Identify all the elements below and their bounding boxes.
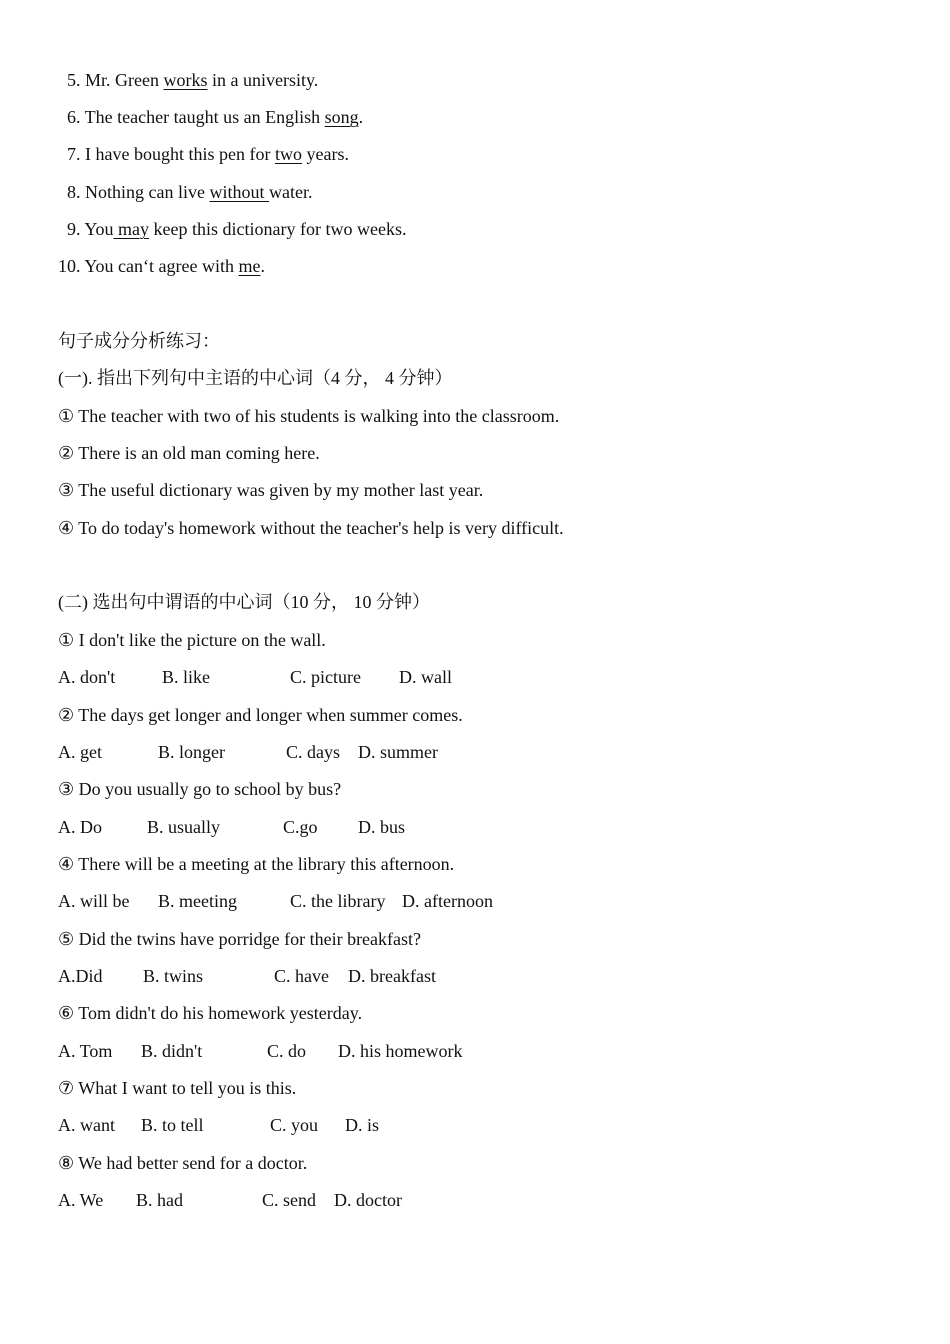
item-text: in a university. xyxy=(207,70,319,90)
question: ⑤ Did the twins have porridge for their breakfast? xyxy=(58,929,422,949)
option-b: B. longer xyxy=(158,742,225,762)
option-a: A. will be xyxy=(58,891,130,911)
option-a: A. We xyxy=(58,1190,104,1210)
item-text: keep this dictionary for two weeks. xyxy=(149,219,407,239)
item-text: . xyxy=(260,256,265,276)
exercise-title: 句子成分分析练习： xyxy=(58,331,220,351)
question: ① I don't like the picture on the wall. xyxy=(58,630,326,650)
item-6 xyxy=(67,107,363,127)
option-b: B. usually xyxy=(147,817,221,837)
item-number: 9. xyxy=(67,219,81,239)
option-b: B. had xyxy=(136,1190,183,1210)
option-c: C. you xyxy=(270,1115,319,1135)
item-number: 10. xyxy=(58,256,81,276)
option-c: C. picture xyxy=(290,667,361,687)
question: ⑥ Tom didn't do his homework yesterday. xyxy=(58,1003,363,1023)
item-text: water. xyxy=(269,182,313,202)
item-text: You xyxy=(80,219,114,239)
option-d: D. wall xyxy=(399,667,452,687)
option-a: A. want xyxy=(58,1115,115,1135)
item-10 xyxy=(58,256,265,276)
item-text: The teacher taught us an English xyxy=(80,107,325,127)
item-9 xyxy=(67,219,406,239)
section2-heading: (二) 选出句中谓语的中心词（10 分， 10 分钟） xyxy=(58,592,430,612)
option-b: B. like xyxy=(162,667,210,687)
underlined-word: without xyxy=(209,182,269,202)
question: ③ Do you usually go to school by bus? xyxy=(58,779,342,799)
option-a: A.Did xyxy=(58,966,103,986)
item-number: 5. xyxy=(67,70,81,90)
option-d: D. breakfast xyxy=(348,966,436,986)
option-b: B. twins xyxy=(143,966,204,986)
item-number: 6. xyxy=(67,107,81,127)
option-a: A. get xyxy=(58,742,102,762)
question: ④ There will be a meeting at the library this afternoon. xyxy=(58,854,455,874)
section1-heading: (一). 指出下列句中主语的中心词（4 分， 4 分钟） xyxy=(58,368,453,388)
question: ② The days get longer and longer when summer comes. xyxy=(58,705,463,725)
item-number: 8. xyxy=(67,182,81,202)
item-7 xyxy=(67,144,349,164)
question: ⑧ We had better send for a doctor. xyxy=(58,1153,308,1173)
option-d: D. is xyxy=(345,1115,380,1135)
item-text: . xyxy=(358,107,364,127)
section1-sentence: ② There is an old man coming here. xyxy=(58,443,320,463)
option-b: B. to tell xyxy=(141,1115,204,1135)
section1-sentence: ④ To do today's homework without the teacher's help is very difficult. xyxy=(58,518,564,538)
item-text: years. xyxy=(301,144,349,164)
item-text: You can‘t agree with xyxy=(80,256,239,276)
section1-sentence: ① The teacher with two of his students is walking into the classroom. xyxy=(58,406,560,426)
item-5 xyxy=(67,70,318,90)
option-b: B. didn't xyxy=(141,1041,203,1061)
option-a: A. Do xyxy=(58,817,102,837)
option-a: A. Tom xyxy=(58,1041,113,1061)
option-d: D. afternoon xyxy=(402,891,493,911)
item-8 xyxy=(67,182,312,202)
underlined-word: works xyxy=(163,70,208,90)
item-number: 7. xyxy=(67,144,81,164)
option-c: C.go xyxy=(283,817,318,837)
item-text: Mr. Green xyxy=(80,70,164,90)
section1-sentence: ③ The useful dictionary was given by my mother last year. xyxy=(58,480,484,500)
item-text: I have bought this pen for xyxy=(80,144,275,164)
underlined-word: song xyxy=(324,107,359,127)
option-c: C. send xyxy=(262,1190,316,1210)
option-d: D. doctor xyxy=(334,1190,402,1210)
question: ⑦ What I want to tell you is this. xyxy=(58,1078,297,1098)
option-d: D. summer xyxy=(358,742,438,762)
option-c: C. have xyxy=(274,966,329,986)
underlined-word: two xyxy=(274,144,302,164)
option-d: D. bus xyxy=(358,817,406,837)
option-d: D. his homework xyxy=(338,1041,463,1061)
option-b: B. meeting xyxy=(158,891,237,911)
underlined-word: may xyxy=(113,219,150,239)
option-c: C. do xyxy=(267,1041,307,1061)
underlined-word: me xyxy=(238,256,261,276)
option-a: A. don't xyxy=(58,667,116,687)
option-c: C. days xyxy=(286,742,340,762)
item-text: Nothing can live xyxy=(80,182,210,202)
option-c: C. the library xyxy=(290,891,386,911)
